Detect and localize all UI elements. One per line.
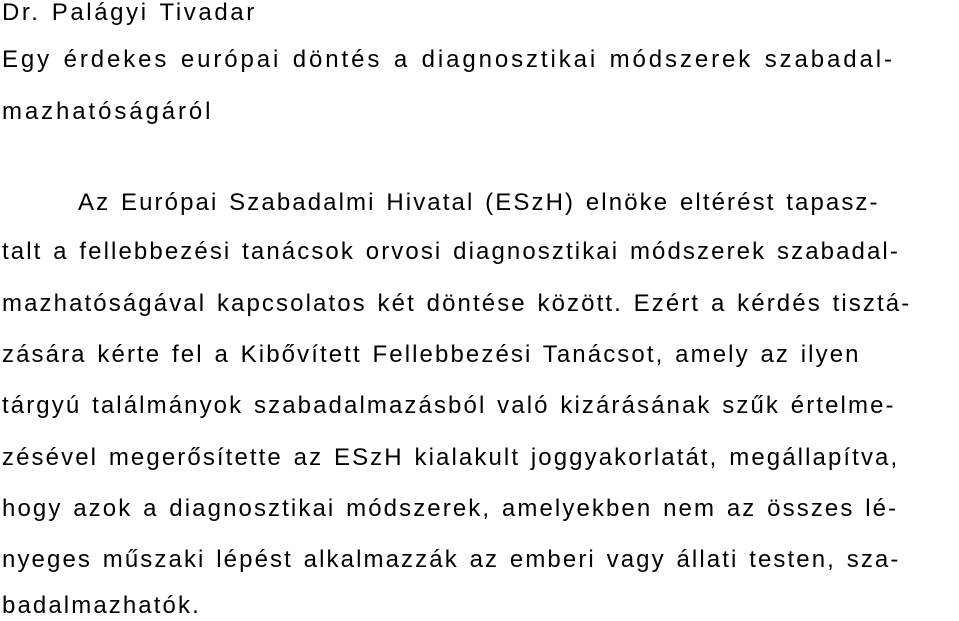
body-line-9: badalmazhatók. [2,592,201,619]
author-name: Dr. Palágyi Tivadar [2,0,257,26]
body-line-2: talt a fellebbezési tanácsok orvosi diagnosztikai módszerek szabadal- [2,238,900,265]
body-line-7: hogy azok a diagnosztikai módszerek, amelyekben nem az összes lé- [2,495,899,522]
body-line-4: zására kérte fel a Kibővített Fellebbezési Tanácsot, amely az ilyen [2,341,861,368]
body-line-6: zésével megerősítette az ESzH kialakult joggyakorlatát, megállapítva, [2,444,900,471]
body-line-5: tárgyú találmányok szabadalmazásból való kizárásának szűk értelme- [2,392,896,419]
article-title-line-2: mazhatóságáról [2,98,214,125]
article-title-line-1: Egy érdekes európai döntés a diagnosztikai módszerek szabadal- [2,46,895,73]
body-line-8: nyeges műszaki lépést alkalmazzák az emberi vagy állati testen, sza- [2,546,901,573]
body-line-3: mazhatóságával kapcsolatos két döntése között. Ezért a kérdés tisztá- [2,290,912,317]
body-line-1: Az Európai Szabadalmi Hivatal (ESzH) elnöke eltérést tapasz- [78,189,880,216]
